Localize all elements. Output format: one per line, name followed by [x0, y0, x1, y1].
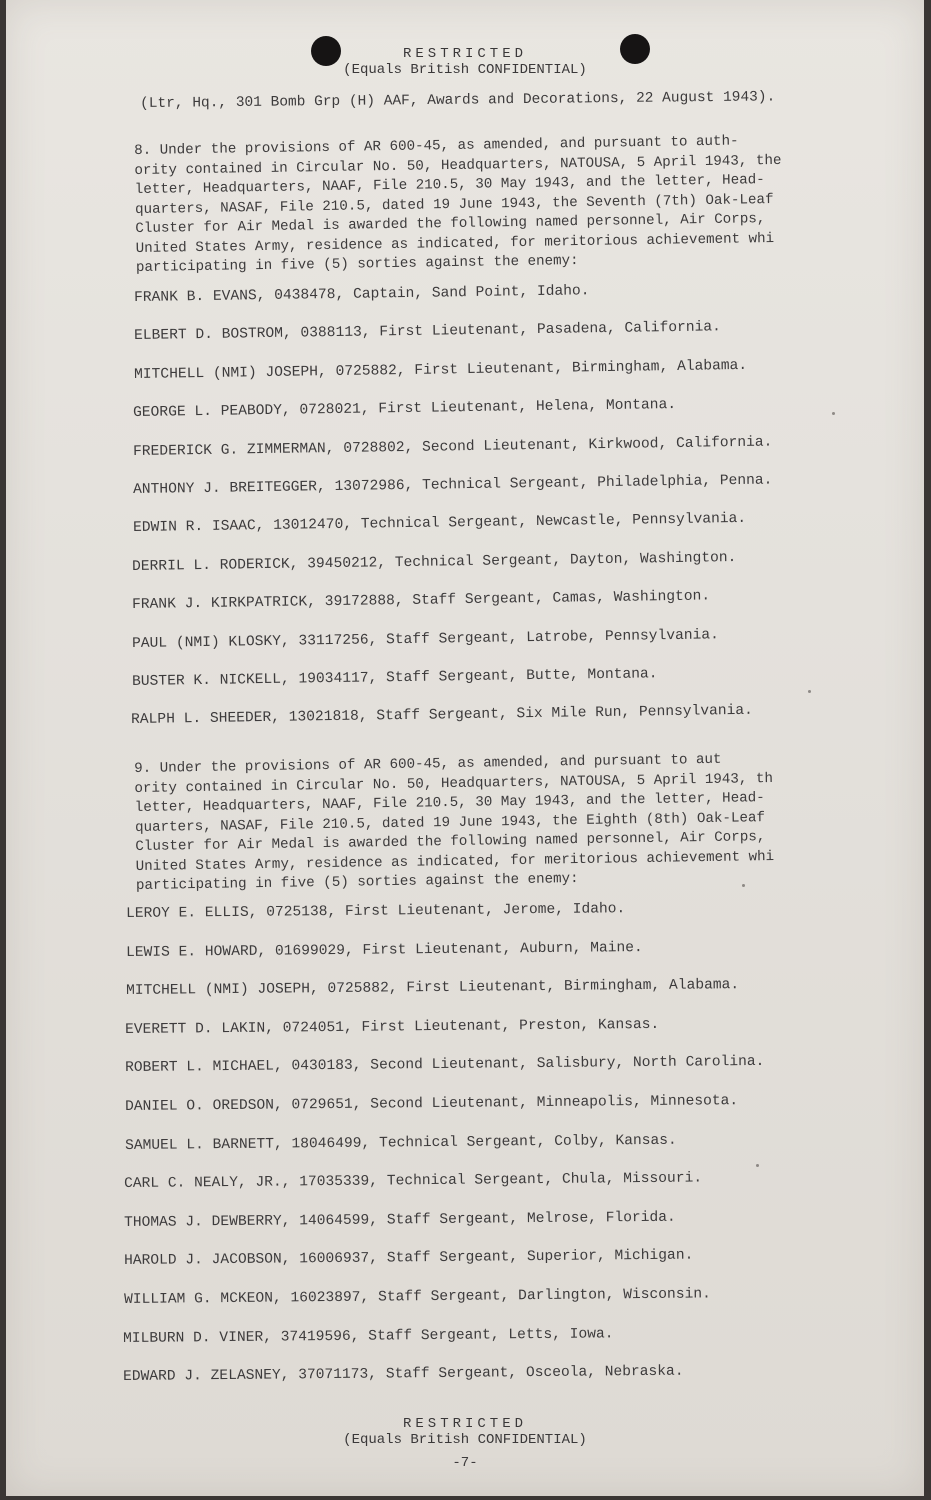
letter-reference: (Ltr, Hq., 301 Bomb Grp (H) AAF, Awards and Decorations, 22 August 1943).	[140, 89, 776, 112]
header-equivalent: (Equals British CONFIDENTIAL)	[343, 62, 587, 78]
header-classification: RESTRICTED	[402, 46, 527, 62]
paragraph-8	[134, 130, 876, 278]
award-entry: LEROY E. ELLIS, 0725138, First Lieutenant, Jerome, Idaho.	[126, 901, 626, 922]
award-entry: EDWIN R. ISAAC, 13012470, Technical Sergeant, Newcastle, Pennsylvania.	[132, 511, 746, 537]
paragraph-line: participating in five (5) sorties against the enemy:	[135, 253, 579, 276]
award-entry: THOMAS J. DEWBERRY, 14064599, Staff Sergeant, Melrose, Florida.	[124, 1209, 676, 1231]
award-entry: RALPH L. SHEEDER, 13021818, Staff Sergeant, Six Mile Run, Pennsylvania.	[131, 703, 754, 729]
award-entry: PAUL (NMI) KLOSKY, 33117256, Staff Sergeant, Latrobe, Pennsylvania.	[131, 626, 719, 652]
award-entry: WILLIAM G. MCKEON, 16023897, Staff Sergeant, Darlington, Wisconsin.	[123, 1286, 711, 1308]
award-entry: LEWIS E. HOWARD, 01699029, First Lieutenant, Auburn, Maine.	[125, 939, 643, 961]
document-page	[6, 0, 924, 1496]
paper-speck	[808, 690, 811, 693]
award-entry: MILBURN D. VINER, 37419596, Staff Sergeant, Letts, Iowa.	[123, 1325, 614, 1347]
paragraph-line: participating in five (5) sorties against the enemy:	[135, 871, 579, 894]
paragraph-line: 8. Under the provisions of AR 600-45, as amended, and pursuant to auth-	[134, 133, 739, 159]
footer-classification: RESTRICTED	[402, 1416, 527, 1432]
award-entry: FREDERICK G. ZIMMERMAN, 0728802, Second Lieutenant, Kirkwood, California.	[133, 434, 773, 460]
award-entry: MITCHELL (NMI) JOSEPH, 0725882, First Lieutenant, Birmingham, Alabama.	[133, 357, 747, 383]
paragraph-9	[134, 748, 876, 896]
award-entry: CARL C. NEALY, JR., 17035339, Technical Sergeant, Chula, Missouri.	[124, 1170, 703, 1193]
paragraph-line: ority contained in Circular No. 50, Headquarters, NATOUSA, 5 April 1943, the	[134, 152, 782, 179]
page-number: -7-	[452, 1455, 478, 1471]
award-entry: FRANK J. KIRKPATRICK, 39172888, Staff Sergeant, Camas, Washington.	[132, 588, 711, 614]
paragraph-line: United States Army, residence as indicated, for meritorious achievement whi	[135, 848, 775, 875]
paragraph-line: quarters, NASAF, File 210.5, dated 19 June 1943, the Seventh (7th) Oak-Leaf	[134, 191, 774, 218]
paragraph-line: ority contained in Circular No. 50, Headquarters, NATOUSA, 5 April 1943, th	[134, 770, 774, 797]
award-entry: DANIEL O. OREDSON, 0729651, Second Lieutenant, Minneapolis, Minnesota.	[124, 1093, 738, 1115]
paragraph-line: Cluster for Air Medal is awarded the following named personnel, Air Corps,	[135, 211, 766, 237]
paper-speck	[756, 1164, 759, 1167]
award-entry: ROBERT L. MICHAEL, 0430183, Second Lieutenant, Salisbury, North Carolina.	[125, 1054, 765, 1077]
award-entry: MITCHELL (NMI) JOSEPH, 0725882, First Lieutenant, Birmingham, Alabama.	[125, 977, 739, 1000]
award-entry: GEORGE L. PEABODY, 0728021, First Lieutenant, Helena, Montana.	[133, 397, 677, 422]
award-entry: ANTHONY J. BREITEGGER, 13072986, Technical Sergeant, Philadelphia, Penna.	[132, 472, 773, 498]
paper-speck	[742, 884, 745, 887]
award-entry: EVERETT D. LAKIN, 0724051, First Lieutenant, Preston, Kansas.	[125, 1016, 660, 1038]
paragraph-line: quarters, NASAF, File 210.5, dated 19 June 1943, the Eighth (8th) Oak-Leaf	[134, 809, 766, 836]
footer	[6, 1416, 924, 1448]
paragraph-line: letter, Headquarters, NAAF, File 210.5, 30 May 1943, and the letter, Head-	[134, 172, 765, 198]
award-entry: HAROLD J. JACOBSON, 16006937, Staff Sergeant, Superior, Michigan.	[123, 1247, 694, 1270]
paragraph-line: United States Army, residence as indicated, for meritorious achievement whi	[135, 230, 775, 257]
award-entry: SAMUEL L. BARNETT, 18046499, Technical Sergeant, Colby, Kansas.	[124, 1132, 677, 1154]
paragraph-line: Cluster for Air Medal is awarded the following named personnel, Air Corps,	[135, 829, 766, 855]
award-entry: DERRIL L. RODERICK, 39450212, Technical Sergeant, Dayton, Washington.	[132, 549, 737, 575]
paragraph-line: letter, Headquarters, NAAF, File 210.5, 30 May 1943, and the letter, Head-	[134, 790, 765, 816]
paragraph-line: 9. Under the provisions of AR 600-45, as amended, and pursuant to aut	[134, 751, 722, 777]
award-entry: ELBERT D. BOSTROM, 0388113, First Lieutenant, Pasadena, California.	[133, 319, 721, 345]
award-entry: FRANK B. EVANS, 0438478, Captain, Sand Point, Idaho.	[134, 283, 590, 306]
paper-speck	[832, 412, 835, 415]
award-entry: BUSTER K. NICKELL, 19034117, Staff Sergeant, Butte, Montana.	[131, 666, 658, 690]
footer-equivalent: (Equals British CONFIDENTIAL)	[343, 1432, 587, 1448]
header	[6, 46, 924, 78]
award-entry: EDWARD J. ZELASNEY, 37071173, Staff Sergeant, Osceola, Nebraska.	[123, 1363, 684, 1386]
